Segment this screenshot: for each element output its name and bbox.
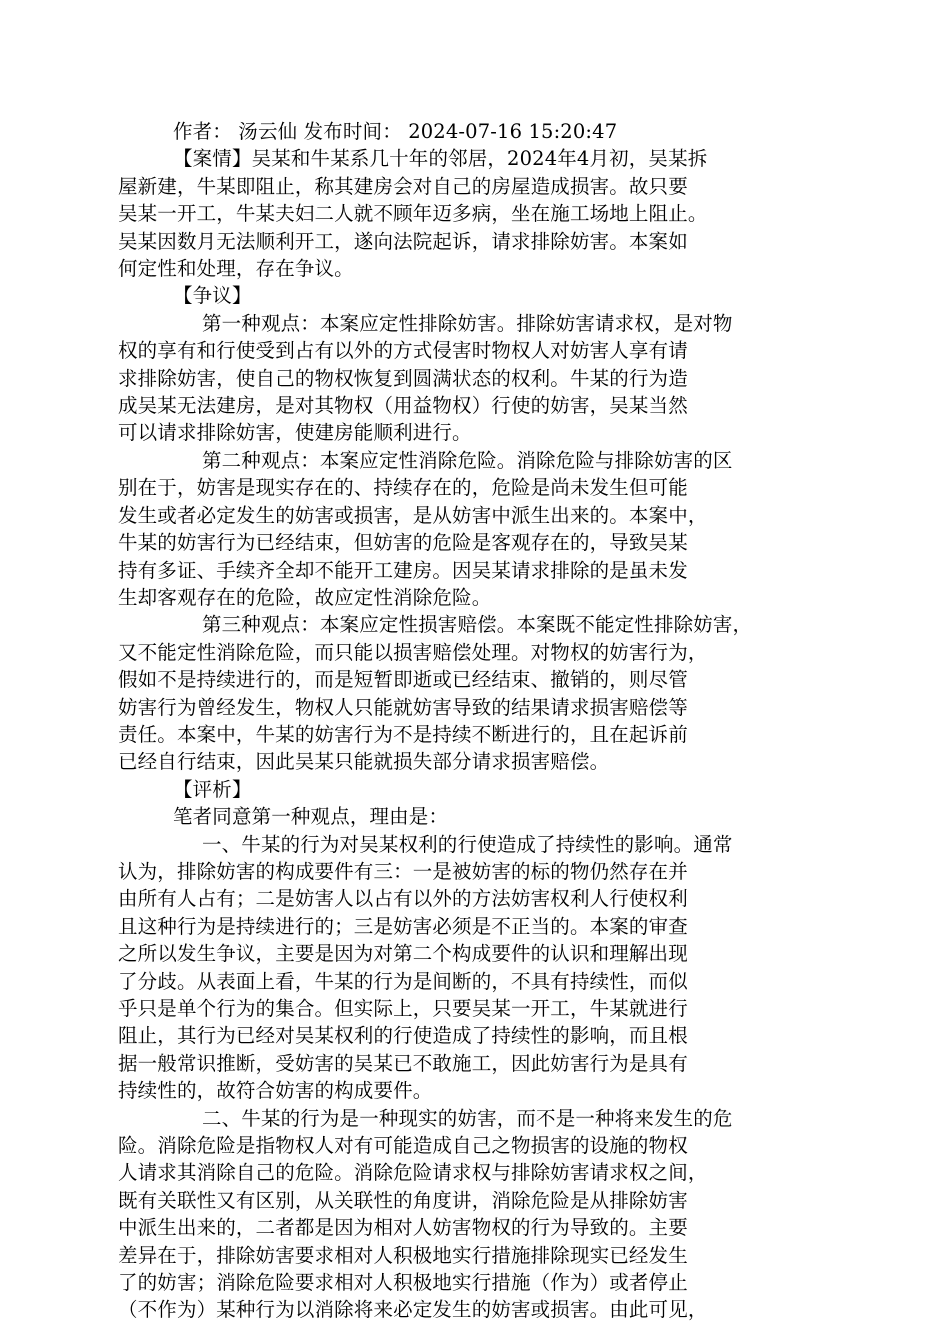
analysis-line: 据一般常识推断，受妨害的吴某已不敢施工，因此妨害行为是具有 (118, 1051, 688, 1075)
analysis-line: 了分歧。从表面上看，牛某的行为是间断的，不具有持续性，而似 (118, 969, 688, 993)
analysis-line: 持续性的，故符合妨害的构成要件。 (118, 1079, 433, 1103)
analysis-intro: 笔者同意第一种观点，理由是： (173, 805, 449, 829)
case-line: 吴某一开工，牛某夫妇二人就不顾年迈多病，坐在施工场地上阻止。 (118, 202, 708, 226)
view-line: 别在于，妨害是现实存在的、持续存在的，危险是尚未发生但可能 (118, 476, 688, 500)
analysis-line: 乎只是单个行为的集合。但实际上，只要吴某一开工，牛某就进行 (118, 997, 688, 1020)
view-3 (118, 611, 830, 775)
view-line: 可以请求排除妨害，使建房能顺利进行。 (118, 421, 472, 445)
analysis-line: 阻止，其行为已经对吴某权利的行使造成了持续性的影响，而且根 (118, 1024, 688, 1048)
analysis-point-1 (118, 831, 830, 1105)
analysis-line: 之所以发生争议，主要是因为对第二个构成要件的认识和理解出现 (118, 942, 688, 966)
view-line: 第一种观点：本案应定性排除妨害。排除妨害请求权，是对物 (202, 311, 733, 335)
view-line: 第二种观点：本案应定性消除危险。消除危险与排除妨害的区 (202, 448, 733, 472)
view-line: 求排除妨害，使自己的物权恢复到圆满状态的权利。牛某的行为造 (118, 366, 688, 390)
analysis-line: （不作为）某种行为以消除将来必定发生的妨害或损害。由此可见， (118, 1298, 708, 1322)
analysis-line: 且这种行为是持续进行的；三是妨害必须是不正当的。本案的审查 (118, 914, 688, 938)
view-line: 妨害行为曾经发生，物权人只能就妨害导致的结果请求损害赔偿等 (118, 695, 688, 719)
document-page (118, 118, 830, 1324)
view-line: 假如不是持续进行的，而是短暂即逝或已经结束、撤销的，则尽管 (118, 668, 688, 692)
view-1 (118, 310, 830, 447)
analysis-line: 认为，排除妨害的构成要件有三：一是被妨害的标的物仍然存在并 (118, 859, 688, 883)
analysis-line: 险。消除危险是指物权人对有可能造成自己之物损害的设施的物权 (118, 1134, 688, 1158)
dispute-heading: 【争议】 (173, 284, 252, 308)
view-line: 生却客观存在的危险，故应定性消除危险。 (118, 585, 492, 609)
analysis-line: 既有关联性又有区别，从关联性的角度讲，消除危险是从排除妨害 (118, 1188, 688, 1212)
analysis-line: 差异在于，排除妨害要求相对人积极地实行措施排除现实已经发生 (118, 1243, 688, 1267)
view-line: 已经自行结束，因此吴某只能就损失部分请求损害赔偿。 (118, 750, 610, 774)
view-line: 成吴某无法建房，是对其物权（用益物权）行使的妨害，吴某当然 (118, 394, 688, 418)
analysis-point-2 (118, 1105, 830, 1324)
case-line: 吴某因数月无法顺利开工，遂向法院起诉，请求排除妨害。本案如 (118, 229, 688, 253)
view-line: 又不能定性消除危险，而只能以损害赔偿处理。对物权的妨害行为， (118, 640, 708, 664)
view-line: 发生或者必定发生的妨害或损害，是从妨害中派生出来的。本案中， (118, 503, 708, 527)
case-line: 【案情】吴某和牛某系几十年的邻居，2024年4月初，吴某拆 (173, 147, 708, 171)
view-line: 责任。本案中，牛某的妨害行为不是持续不断进行的，且在起诉前 (118, 722, 688, 746)
view-line: 牛某的妨害行为已经结束，但妨害的危险是客观存在的，导致吴某 (118, 531, 688, 555)
analysis-line: 由所有人占有；二是妨害人以占有以外的方法妨害权利人行使权利 (118, 887, 688, 911)
view-line: 第三种观点：本案应定性损害赔偿。本案既不能定性排除妨害， (202, 613, 753, 637)
case-line: 何定性和处理，存在争议。 (118, 257, 354, 281)
view-line: 持有多证、手续齐全却不能开工建房。因吴某请求排除的是虽未发 (118, 558, 688, 582)
case-line: 屋新建，牛某即阻止，称其建房会对自己的房屋造成损害。故只要 (118, 174, 688, 198)
meta-line: 作者： 汤云仙 发布时间： 2024-07-16 15:20:47 (173, 120, 618, 143)
analysis-line: 一、牛某的行为对吴某权利的行使造成了持续性的影响。通常 (202, 832, 733, 856)
analysis-line: 人请求其消除自己的危险。消除危险请求权与排除妨害请求权之间， (118, 1161, 708, 1185)
view-2 (118, 447, 830, 611)
analysis-line: 了的妨害；消除危险要求相对人积极地实行措施（作为）或者停止 (118, 1271, 688, 1295)
analysis-heading: 【评析】 (173, 777, 252, 801)
view-line: 权的享有和行使受到占有以外的方式侵害时物权人对妨害人享有请 (118, 339, 688, 363)
case-section (118, 145, 830, 282)
analysis-line: 中派生出来的，二者都是因为相对人妨害物权的行为导致的。主要 (118, 1216, 688, 1240)
analysis-line: 二、牛某的行为是一种现实的妨害，而不是一种将来发生的危 (202, 1106, 733, 1130)
